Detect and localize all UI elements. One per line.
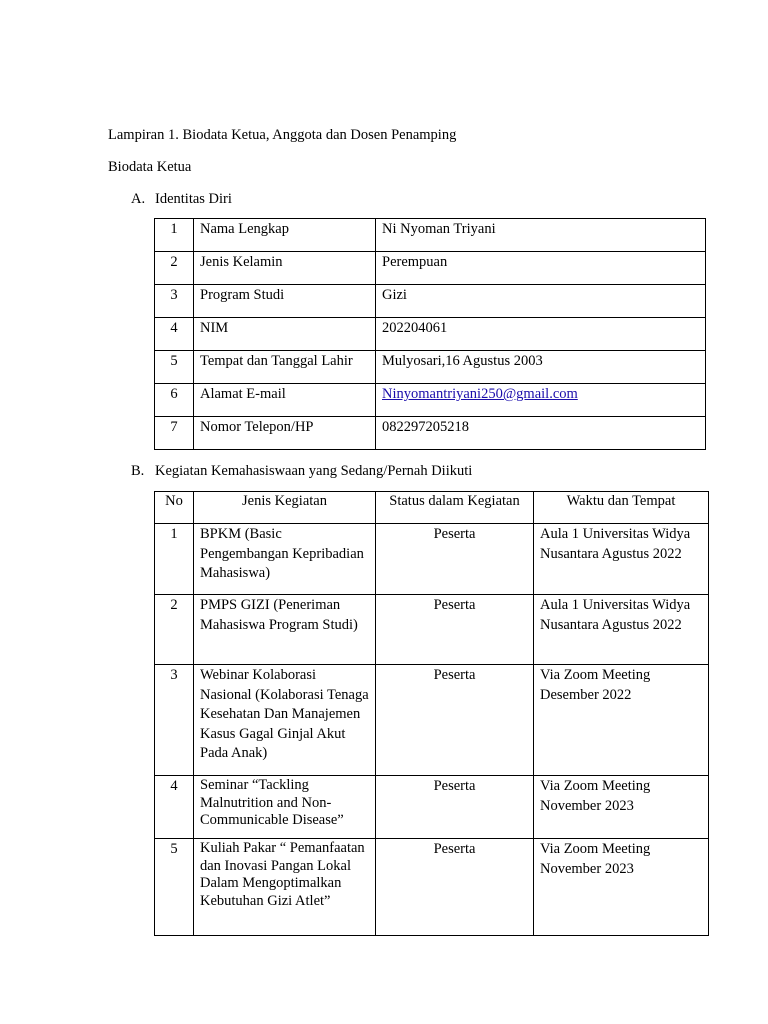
table-header-row [155,492,709,524]
page-heading: Lampiran 1. Biodata Ketua, Anggota dan Dosen Penamping [108,127,457,143]
column-header-no: No [155,492,194,524]
table-row [155,384,706,417]
section-b-title: Kegiatan Kemahasiswaan yang Sedang/Pernah Diikuti [155,463,473,479]
table-row [155,285,706,318]
email-cell [376,384,706,417]
activity-status: Peserta [376,665,534,776]
row-number: 5 [155,839,194,936]
table-row [155,252,706,285]
activity-name: BPKM (Basic Pengembangan Kepribadian Mahasiswa) [194,524,376,595]
row-number: 2 [155,595,194,665]
activity-status: Peserta [376,839,534,936]
column-header-time-place: Waktu dan Tempat [534,492,709,524]
activity-status: Peserta [376,776,534,839]
table-row [155,839,709,936]
section-a-marker: A. [131,191,146,207]
table-row [155,524,709,595]
row-number: 3 [155,665,194,776]
field-value: Gizi [376,285,706,318]
field-label: Program Studi [194,285,376,318]
field-value: 202204061 [376,318,706,351]
identity-table [154,218,706,450]
table-row [155,665,709,776]
table-row [155,219,706,252]
section-b-marker: B. [131,463,145,479]
section-a-title: Identitas Diri [155,191,232,207]
activity-time-place: Via Zoom Meeting Desember 2022 [534,665,709,776]
activity-status: Peserta [376,524,534,595]
field-label: Tempat dan Tanggal Lahir [194,351,376,384]
subheading: Biodata Ketua [108,159,192,175]
row-number: 1 [155,219,194,252]
table-row [155,351,706,384]
activity-name: PMPS GIZI (Peneriman Mahasiswa Program Studi) [194,595,376,665]
activity-time-place: Via Zoom Meeting November 2023 [534,776,709,839]
field-label: Nama Lengkap [194,219,376,252]
activity-name: Seminar “Tackling Malnutrition and Non-Communicable Disease” [194,776,376,839]
table-row [155,318,706,351]
field-label: Alamat E-mail [194,384,376,417]
activity-time-place: Via Zoom Meeting November 2023 [534,839,709,936]
column-header-status: Status dalam Kegiatan [376,492,534,524]
field-value: Mulyosari,16 Agustus 2003 [376,351,706,384]
row-number: 4 [155,776,194,839]
field-value: Ni Nyoman Triyani [376,219,706,252]
row-number: 6 [155,384,194,417]
row-number: 2 [155,252,194,285]
row-number: 5 [155,351,194,384]
table-row [155,417,706,450]
field-label: Nomor Telepon/HP [194,417,376,450]
activity-time-place: Aula 1 Universitas Widya Nusantara Agustus 2022 [534,524,709,595]
activity-name: Webinar Kolaborasi Nasional (Kolaborasi Tenaga Kesehatan Dan Manajemen Kasus Gagal Ginjal Akut Pada Anak) [194,665,376,776]
table-row [155,776,709,839]
row-number: 1 [155,524,194,595]
activity-time-place: Aula 1 Universitas Widya Nusantara Agustus 2022 [534,595,709,665]
field-label: NIM [194,318,376,351]
row-number: 7 [155,417,194,450]
field-value: Perempuan [376,252,706,285]
column-header-activity: Jenis Kegiatan [194,492,376,524]
activity-status: Peserta [376,595,534,665]
activities-table [154,491,709,936]
row-number: 3 [155,285,194,318]
field-label: Jenis Kelamin [194,252,376,285]
table-row [155,595,709,665]
field-value: 082297205218 [376,417,706,450]
row-number: 4 [155,318,194,351]
email-link[interactable]: Ninyomantriyani250@gmail.com [382,386,578,402]
activity-name: Kuliah Pakar “ Pemanfaatan dan Inovasi Pangan Lokal Dalam Mengoptimalkan Kebutuhan Gizi Atlet” [194,839,376,936]
